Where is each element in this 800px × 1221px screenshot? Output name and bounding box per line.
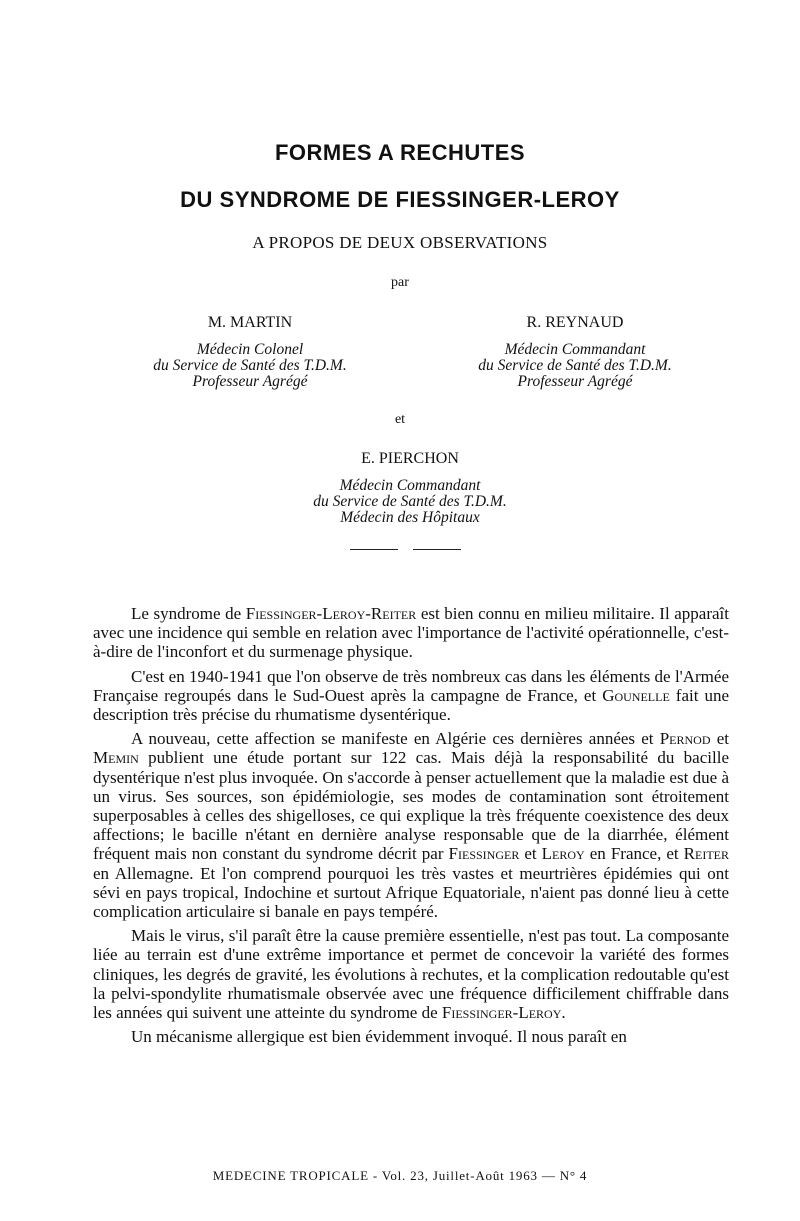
text-run: C'est en 1940-1941 que l'on observe de très nombreux cas dans les éléments de l'Armée Française regroupés dans le Sud-Ouest après la campagne de France, et <box>93 666 729 705</box>
text-run: A nouveau, cette affection se manifeste en Algérie ces dernières années et <box>131 729 660 749</box>
article-title-line-2: DU SYNDROME DE FIESSINGER-LEROY <box>180 187 620 212</box>
author-block-martin <box>115 314 385 390</box>
author-service: du Service de Santé des T.D.M. <box>478 357 672 374</box>
and-label: et <box>394 412 406 427</box>
paragraph-5 <box>93 1027 729 1046</box>
text-run: . <box>561 1003 566 1023</box>
author-reference: Memin <box>93 748 139 768</box>
author-service: du Service de Santé des T.D.M. <box>313 493 507 510</box>
by-label: par <box>391 275 409 290</box>
article-body <box>93 604 729 1051</box>
text-run: et <box>519 844 542 864</box>
author-block-pierchon <box>270 450 550 526</box>
author-rank: Médecin Commandant <box>339 477 481 494</box>
author-rank: Médecin Colonel <box>196 341 304 358</box>
author-reference: Fiessinger-Leroy-Reiter <box>245 604 417 623</box>
paragraph-2 <box>93 667 729 725</box>
journal-footer: MEDECINE TROPICALE - Vol. 23, Juillet-Août 1963 — N° 4 <box>212 1168 588 1183</box>
author-block-reynaud <box>430 314 720 390</box>
author-name: M. MARTIN <box>207 314 293 331</box>
text-run: est bien connu en milieu militaire. Il apparaît avec une incidence qui semble en relation avec l'importance de l'activité opérationnelle, c'est-à-dire de l'inconfort et du surmenage physique. <box>93 604 729 662</box>
text-run: en Allemagne. Et l'on comprend pourquoi les très vastes et meurtrières épidémies qui ont sévi en pays tropical, Indochine et surtout Afrique Equatoriale, n'aient pas donné lieu à cette complication articulaire si banale en pays tempéré. <box>93 863 729 922</box>
author-name: R. REYNAUD <box>526 314 624 331</box>
author-reference: Gounelle <box>602 685 670 705</box>
author-reference: Reiter <box>683 844 729 864</box>
text-run: Un mécanisme allergique est bien évidemment invoqué. Il nous paraît en <box>131 1027 627 1047</box>
text-run: fait une description très précise du rhumatisme dysentérique. <box>93 685 730 725</box>
text-run: et <box>710 729 729 749</box>
article-title-line-1: FORMES A RECHUTES <box>274 140 526 165</box>
author-reference: Fiessinger <box>448 844 520 864</box>
text-run: en France, et <box>584 844 684 864</box>
paragraph-1 <box>93 604 729 662</box>
author-reference: Fiessinger-Leroy <box>441 1003 562 1023</box>
author-title: Professeur Agrégé <box>517 373 633 390</box>
author-service: du Service de Santé des T.D.M. <box>153 357 347 374</box>
author-title: Médecin des Hôpitaux <box>340 509 480 526</box>
text-run: publient une étude portant sur 122 cas. Mais déjà la responsabilité du bacille dysentérique n'est plus invoquée. On s'accorde à penser actuellement que la maladie est due à un virus. Ses sources, son épidémiologie, ses modes de contamination sont étroitement superposables à celles des shigelloses, ce qui explique la très fréquente coexistence des deux affections; le bacille n'étant en dernière analyse responsable que de la diarrhée, élément fréquent mais non constant du syndrome décrit par <box>93 748 729 864</box>
paragraph-4 <box>93 926 729 1022</box>
author-title: Professeur Agrégé <box>192 373 308 390</box>
separator-rule-left <box>350 549 398 550</box>
text-run: Mais le virus, s'il paraît être la cause première essentielle, n'est pas tout. La composante liée au terrain est d'une extrême importance et permet de concevoir la variété des formes cliniques, les degrés de gravité, les évolutions à rechutes, et la complication redoutable qu'est la pelvi-spondylite rhumatismale observée avec une fréquence difficilement chiffrable dans les années qui suivent une atteinte du syndrome de <box>93 926 729 1023</box>
paragraph-3 <box>93 729 729 921</box>
author-name: E. PIERCHON <box>361 450 459 467</box>
article-subtitle: A PROPOS DE DEUX OBSERVATIONS <box>252 233 548 252</box>
author-rank: Médecin Commandant <box>504 341 646 358</box>
author-reference: Leroy <box>541 844 585 864</box>
separator-rule-right <box>413 549 461 550</box>
text-run: Le syndrome de <box>131 604 246 623</box>
author-reference: Pernod <box>659 729 711 749</box>
